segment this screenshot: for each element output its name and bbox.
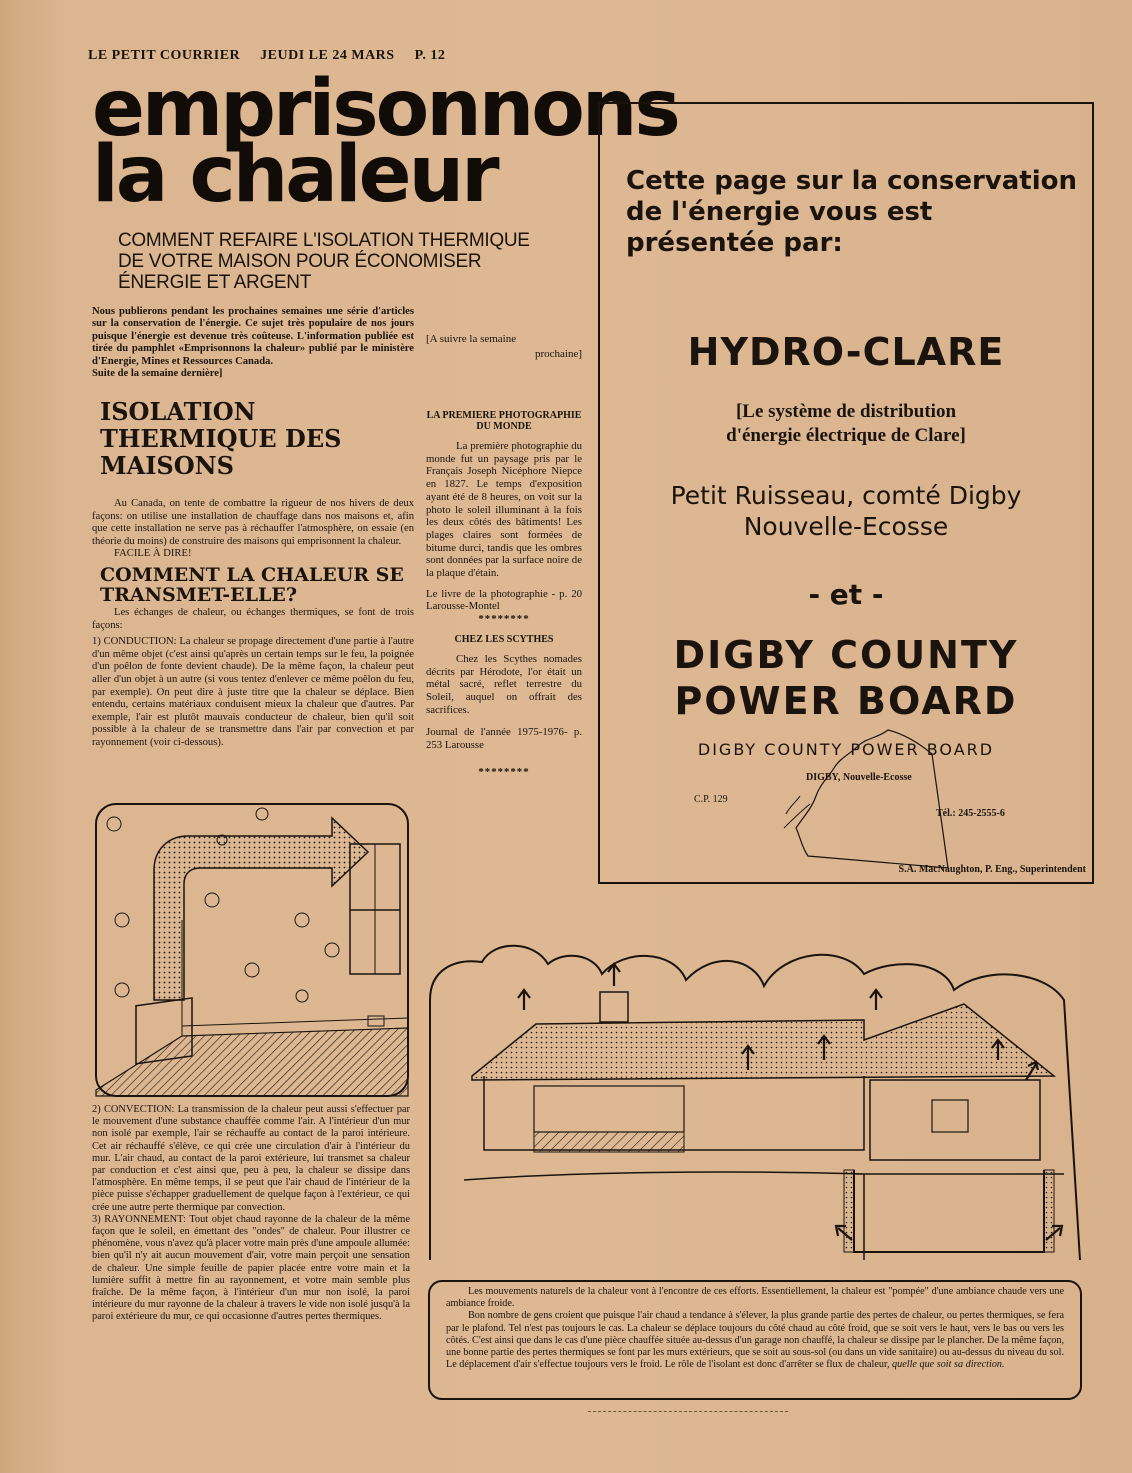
sidebar-source: Journal de l'année 1975-1976- p. 253 Larousse [426, 726, 582, 752]
hydro-clare-location [600, 480, 1092, 542]
article-column-lower [92, 1104, 410, 1324]
sidebar-separator: ******** [478, 765, 530, 778]
location-line: Nouvelle-Ecosse [743, 512, 949, 541]
hydro-clare-description [600, 400, 1092, 448]
room-heat-duct-illustration [92, 800, 412, 1100]
digby-logo-text: DIGBY COUNTY POWER BOARD [697, 740, 995, 759]
main-title-line1: emprisonnons [92, 64, 678, 154]
illustration-caption [428, 1280, 1082, 1400]
location-line: Petit Ruisseau, comté Digby [670, 481, 1022, 510]
digby-town: DIGBY, Nouvelle-Ecosse [806, 772, 912, 783]
sidebar-text: La première photographie du monde fut un paysage pris par le Français Joseph Nicéphore Niepce en 1827. Le temps d'exposition ayant été de 8 heures, on voit sur la photo le soleil illuminant à la fois les deux côtés des bâtiments! Les plages claires sont formées de bitume durci, tandis que les ombres sont données par la surface noire de la plaque d'étain. [426, 440, 582, 580]
sidebar-source: Le livre de la photographie - p. 20 Larousse-Montel [426, 587, 582, 613]
subtitle-line: DE VOTRE MAISON POUR ÉCONOMISER [118, 251, 482, 272]
subtitle-line: COMMENT REFAIRE L'ISOLATION THERMIQUE [118, 230, 530, 251]
article-column [92, 498, 414, 750]
telephone: Tél.: 245-2555-6 [936, 808, 1005, 819]
main-title-line2: la chaleur [92, 130, 497, 220]
sidebar-text: Chez les Scythes nomades décrits par Hérodote, l'or était un métal sacré, reflet terrestre du Soleil, auquel on offrait des sacrifices. [426, 652, 582, 716]
article-paragraph: Au Canada, on tente de combattre la rigueur de nos hivers de deux façons: on utilise une installation de chauffage dans nos maisons et, afin que cette installation ne serve pas à réchauffer l'atmosphère, on essaie (en théorie du moins) de construire des maisons qui emprisonnent la chaleur. [92, 498, 414, 547]
sidebar-heading: LA PREMIERE PHOTOGRAPHIE DU MONDE [426, 410, 582, 432]
sidebar-column [426, 410, 582, 778]
main-title [92, 64, 678, 220]
issue-date: JEUDI LE 24 MARS [260, 48, 395, 63]
conduction-paragraph: 1) CONDUCTION: La chaleur se propage directement d'une partie à l'autre d'un même objet (c'est ainsi qu'après un certain temps sur le feu, la poignée d'un poêlon de fonte devient chaude). De la même façon, la chaleur peut aller d'un objet à un autre (si vous tentez d'enlever ce même poêlon du feu, par exemple). On peut dire à juste titre que la chaleur se déplace. Bien entendu, certains matériaux conduisent mieux la chaleur que d'autres. Par exemple, l'air est plutôt mauvais conducteur de chaleur, bien qu'il soit possible à la chaleur de se transmettre dans l'air par convection et par rayonnement (voir ci-dessous). [92, 636, 414, 748]
page-number: P. 12 [414, 48, 446, 63]
sponsor-and: - et - [808, 578, 884, 611]
caption-italic-end: quelle que soit sa direction. [892, 1359, 1005, 1371]
caption-paragraph: Les mouvements naturels de la chaleur vont à l'encontre de ces efforts. Essentiellement, la chaleur est "pompée" d'une ambiance chaude vers une ambiance froide. [446, 1286, 1064, 1310]
digby-line: DIGBY COUNTY [673, 633, 1019, 677]
footer-rule [588, 1411, 788, 1412]
hydro-desc-line: d'énergie électrique de Clare] [726, 425, 966, 446]
intro-paragraph [92, 306, 414, 380]
page-header [88, 48, 461, 64]
article-subheading: COMMENT LA CHALEUR SE TRANSMET-ELLE? [100, 563, 404, 606]
caption-text: Bon nombre de gens croient que puisque l'air chaud a tendance à s'élever, la plus grande partie des pertes de chaleur, ou pertes thermiques, se fera par le plafond. Tel n'est pas toujours le cas. La chaleur se déplace toujours du côté chaud au côté froid, que se soit vers le haut, vers le bas ou vers les côtés. C'est ainsi que dans le cas d'une pièce chauffée située au-dessus d'un garage non chauffé, la chaleur se dissipe par le plancher. De la même façon, une bonne partie des pertes thermiques se font par les murs extérieurs, que se soit au sous-sol (ou dans un vide sanitaire) ou au-dessus du niveau du sol. Le déplacement d'air s'effectue toujours vers le froid. Le rôle de l'isolant est donc d'arrêter se flux de chaleur, [446, 1310, 1064, 1371]
continued-line2: prochaine] [534, 348, 582, 360]
article-heading: ISOLATION THERMIQUE DES MAISONS [100, 397, 342, 480]
caption-paragraph [446, 1310, 1064, 1371]
superintendent: S.A. MacNaughton, P. Eng., Superintendent [898, 864, 1086, 875]
sidebar-heading: CHEZ LES SCYTHES [454, 633, 554, 645]
newspaper-name: LE PETIT COURRIER [88, 48, 241, 63]
po-box: C.P. 129 [694, 794, 728, 805]
sponsor-box [598, 102, 1094, 884]
main-subtitle [118, 230, 578, 293]
hydro-clare-name: HYDRO-CLARE [687, 330, 1005, 374]
intro-suite: Suite de la semaine dernière] [92, 368, 223, 380]
sidebar-separator: ******** [478, 613, 530, 626]
rayonnement-paragraph: 3) RAYONNEMENT: Tout objet chaud rayonne de la chaleur de la même façon que le soleil, en émettant des "ondes" de chaleur. Pour illustrer ce phénomène, vous n'avez qu'à placer votre main près d'une ampoule allumée: bien qu'il n'y ait aucun mouvement d'air, votre main perçoit une sensation de chaleur. Une simple feuille de papier placée entre votre main et la lumière suffit à mettre fin au rayonnement, et votre main semble plus fraîche. De la même façon, à l'intérieur d'un mur non isolé, la paroi intérieure du mur rayonne de la chaleur à travers le vide non isolé jusqu'à la paroi extérieure du mur, ce qui occasionne d'autres pertes thermiques. [92, 1213, 410, 1323]
sponsor-intro: Cette page sur la conservation de l'énergie vous est présentée par: [626, 166, 1078, 258]
article-paragraph: Les échanges de chaleur, ou échanges thermiques, se font de trois façons: [92, 606, 414, 631]
digby-line: POWER BOARD [674, 679, 1018, 723]
digby-power-board-name [600, 632, 1092, 724]
hydro-desc-line: [Le système de distribution [735, 401, 957, 422]
subtitle-line: ÉNERGIE ET ARGENT [118, 272, 312, 293]
convection-paragraph: 2) CONVECTION: La transmission de la chaleur peut aussi s'effectuer par le mouvement d'une substance chauffée comme l'air. A l'intérieur d'un mur non isolé par exemple, l'air se réchauffe au contact de la paroi intérieure. Cet air réchauffé s'élève, ce qui crée une circulation d'air à l'intérieur du mur. L'air chaud, au contact de la paroi extérieure, lui transmet sa chaleur par conduction et c'est ainsi que, peu à peu, la chaleur se dissipe dans l'atmosphère. En même temps, il se peut que l'air chaud de l'intérieur de la pièce puisse s'échapper graduellement de quelque façon à l'extérieur, ce qui crée une autre perte thermique par convection. [92, 1104, 410, 1213]
continued-note [426, 332, 582, 362]
continued-line1: [A suivre la semaine [426, 333, 517, 345]
intro-text: Nous publierons pendant les prochaines semaines une série d'articles sur la conservation de l'énergie. Ce sujet très populaire de nos jours puisque l'énergie est devenue très coûteuse. L'information publiée est tirée du pamphlet «Emprisonnons la chaleur» publié par le ministère d'Energie, Mines et Ressources Canada. [92, 306, 414, 367]
facile-note: FACILE À DIRE! [114, 548, 192, 560]
house-cross-section-illustration [424, 940, 1088, 1266]
